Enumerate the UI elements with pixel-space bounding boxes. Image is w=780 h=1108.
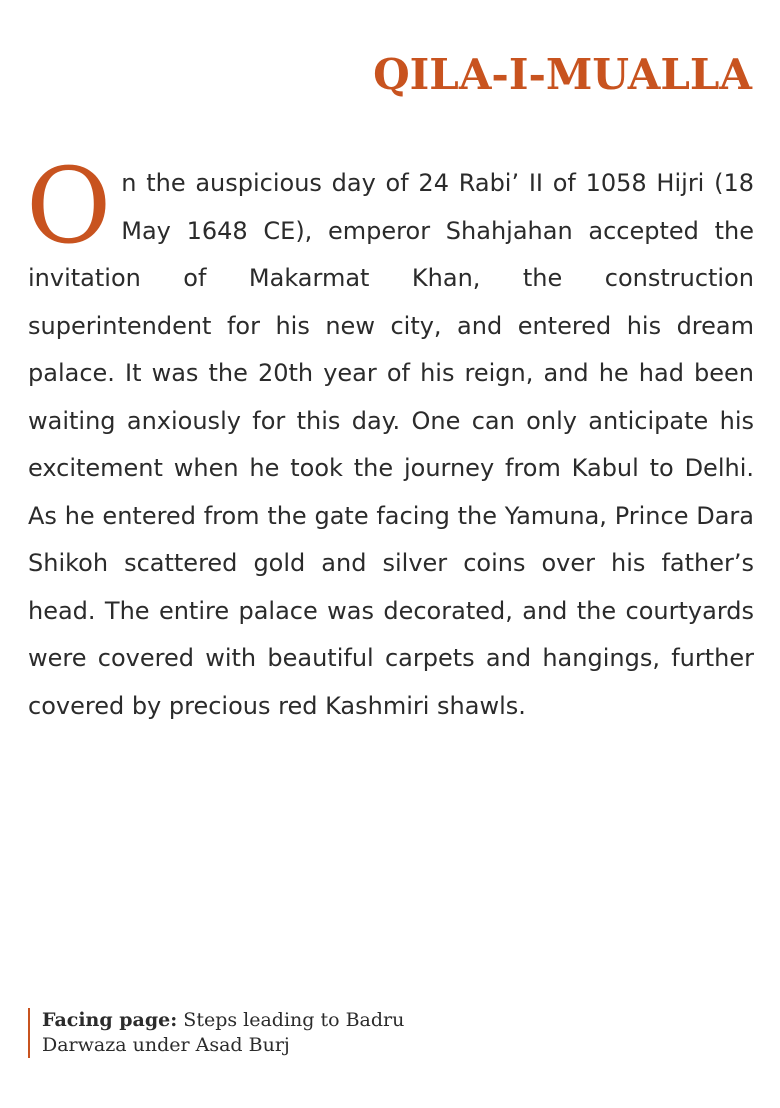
drop-cap: O [26, 145, 112, 267]
caption-text: Steps leading to Badru Darwaza under Asad Burj [42, 1009, 405, 1056]
body-paragraph [26, 145, 754, 730]
page-title: QILA-I-MUALLA [373, 50, 752, 99]
caption-label: Facing page: [42, 1009, 178, 1031]
body-text: n the auspicious day of 24 Rabi’ II of 1058 Hijri (18 May 1648 CE), emperor Shahjahan accepted the invitation of Makarmat Khan, the construction superintendent for his new city, and entered his dream palace. It was the 20th year of his reign, and he had been waiting anxiously for this day. One can only anticipate his excitement when he took the journey from Kabul to Delhi. As he entered from the gate facing the Yamuna, Prince Dara Shikoh scattered gold and silver coins over his father’s head. The entire palace was decorated, and the courtyards were covered with beautiful carpets and hangings, further covered by precious red Kashmiri shawls. [28, 169, 754, 720]
photo-caption [28, 1008, 462, 1058]
